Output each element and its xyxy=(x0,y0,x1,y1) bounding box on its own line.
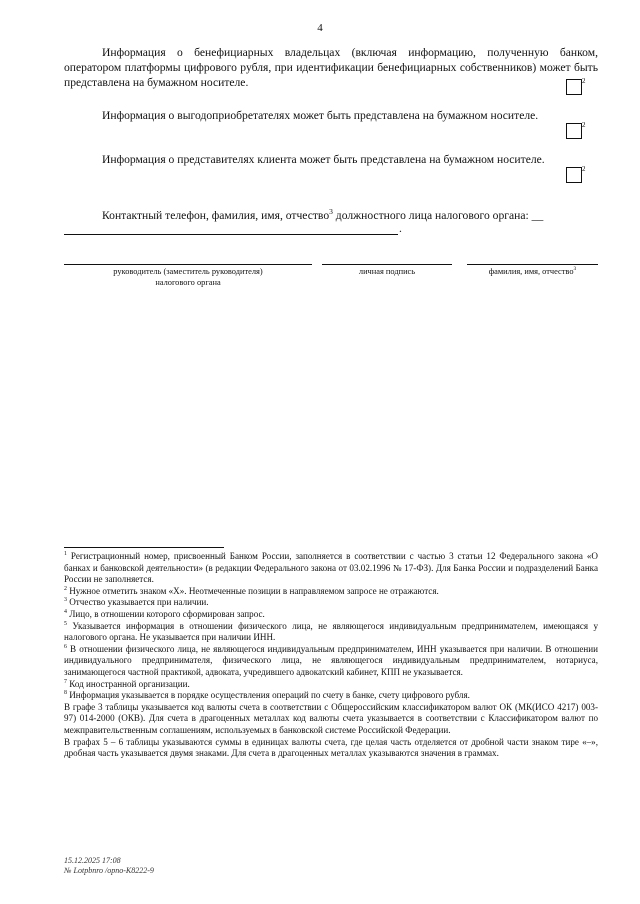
footnote-text: Информация указывается в порядке осуществления операций по счету в банке, счету цифрового рубля. xyxy=(66,690,470,701)
footnotes xyxy=(64,551,598,760)
footnote-6 xyxy=(64,644,598,679)
checkbox-footnote-ref: 2 xyxy=(582,165,586,173)
footnote-3 xyxy=(64,597,598,609)
full-name-line[interactable] xyxy=(467,264,598,265)
paragraph-beneficial-owners: Информация о бенефициарных владельцах (включая информацию, полученную банком, оператором платформы цифрового рубля, при идентификации бенефициарных собственников) может быть представлена на бумажном носителе. xyxy=(64,46,598,89)
print-stamp xyxy=(64,856,154,876)
footnote-ref: 4 xyxy=(64,608,67,615)
beneficiaries-checkbox[interactable] xyxy=(566,123,582,139)
full-name-caption-ref: 3 xyxy=(573,266,577,273)
footnote-text: Указывается информация в отношении физического лица, не являющегося индивидуальным предпринимателем, имеющаяся у налогового органа. Не указывается при наличии ИНН. xyxy=(64,620,598,643)
checkbox-footnote-ref: 2 xyxy=(582,77,586,85)
footnote-5 xyxy=(64,621,598,644)
head-caption-line2: налогового органа xyxy=(155,278,221,287)
contact-end-mark: . xyxy=(399,222,402,235)
representatives-checkbox[interactable] xyxy=(566,167,582,183)
footnote-amounts xyxy=(64,737,598,760)
footnote-text: В графе 3 таблицы указывается код валюты счета в соответствии с Общероссийским классификатором валют ОК (МК(ИСО 4217) 003-97) 014-2000 (ОКВ). Для счета в драгоценных металлах код валюты счета указывается в соответствии с Классификатором валют по межправительственным соглашениям, используемых в банковской системе Российской Федерации. xyxy=(64,701,598,735)
footnote-1 xyxy=(64,551,598,586)
print-stamp-id: № Lotpbnro /opno-K8222-9 xyxy=(64,866,154,875)
personal-signature-caption: личная подпись xyxy=(358,267,416,276)
print-stamp-date: 15.12.2025 17:08 xyxy=(64,856,121,865)
footnote-ref: 6 xyxy=(64,643,67,650)
footnote-text: Отчество указывается при наличии. xyxy=(66,597,209,608)
personal-signature-line[interactable] xyxy=(322,264,452,265)
contact-fill-line[interactable] xyxy=(64,234,398,235)
footnote-ref: 1 xyxy=(64,550,67,557)
full-name-caption xyxy=(467,266,598,277)
footnote-ref: 3 xyxy=(64,597,67,604)
footnote-text: Регистрационный номер, присвоенный Банком России, заполняется в соответствии с частью 3 статьи 12 Федерального закона «О банках и банковской деятельности» (в редакции Федерального закона от 03.02.1996 № 17-ФЗ). Для Банка России и подразделений Банка России не заполняется. xyxy=(64,551,598,585)
footnote-text: Лицо, в отношении которого сформирован запрос. xyxy=(66,608,265,619)
head-caption xyxy=(64,266,312,288)
footnote-text: Нужное отметить знаком «X». Неотмеченные позиции в направляемом запросе не отражаются. xyxy=(66,585,439,596)
footnote-ref: 7 xyxy=(64,678,67,685)
footnote-text: В графах 5 – 6 таблицы указываются суммы в единицах валюты счета, где целая часть отделяется от дробной части знаком тире «–», дробная часть указывается двумя знаками. Для счета в драгоценных металлах указываются значения в граммах. xyxy=(64,736,598,759)
contact-label xyxy=(64,208,598,223)
footnote-ref: 8 xyxy=(64,690,67,697)
footnote-text: В отношении физического лица, не являющегося индивидуальным предпринимателем, ИНН указывается при наличии. В отношении индивидуального предпринимателя, физического лица, не являющегося индивидуальным предпринимателем, нотариуса, занимающегося частной практикой, адвоката, учредившего адвокатский кабинет, КПП не указывается. xyxy=(64,643,598,677)
footnote-ref: 2 xyxy=(64,585,67,592)
footnote-2 xyxy=(64,586,598,598)
footnote-8 xyxy=(64,690,598,702)
beneficial-owners-checkbox[interactable] xyxy=(566,79,582,95)
paragraph-representatives: Информация о представителях клиента может быть представлена на бумажном носителе. xyxy=(102,153,545,166)
head-signature-line xyxy=(64,264,312,265)
full-name-caption-text: фамилия, имя, отчество xyxy=(488,267,574,276)
checkbox-footnote-ref: 2 xyxy=(582,121,586,129)
footnote-currency-code xyxy=(64,702,598,737)
contact-footnote-ref: 3 xyxy=(329,207,333,217)
contact-text-after: должностного лица налогового органа: __ xyxy=(332,209,544,222)
contact-text: Контактный телефон, фамилия, имя, отчество xyxy=(102,209,330,222)
footnote-separator xyxy=(64,547,224,548)
footnote-4 xyxy=(64,609,598,621)
footnote-ref: 5 xyxy=(64,620,67,627)
page-number: 4 xyxy=(317,22,323,34)
head-caption-line1: руководитель (заместитель руководителя) xyxy=(113,267,263,276)
paragraph-beneficiaries: Информация о выгодоприобретателях может быть представлена на бумажном носителе. xyxy=(102,109,539,122)
footnote-7 xyxy=(64,679,598,691)
footnote-text: Код иностранной организации. xyxy=(66,678,190,689)
